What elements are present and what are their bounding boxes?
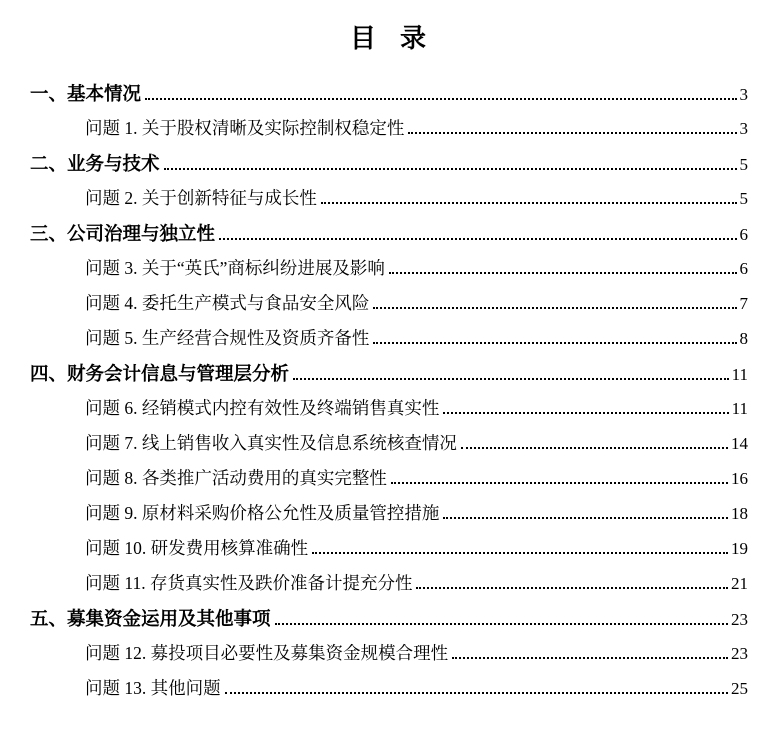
toc-entry[interactable] [30, 251, 748, 286]
dot-leader [275, 623, 728, 625]
dot-leader [416, 587, 728, 589]
toc-list [30, 76, 748, 706]
toc-entry[interactable] [30, 356, 748, 391]
toc-entry-label: 五、募集资金运用及其他事项 [30, 608, 271, 629]
toc-entry-page: 21 [731, 574, 748, 593]
dot-leader [373, 307, 736, 309]
toc-entry[interactable] [30, 146, 748, 181]
dot-leader [389, 272, 737, 274]
toc-entry-page: 16 [731, 469, 748, 488]
dot-leader [452, 657, 728, 659]
toc-entry-label: 问题 7. 线上销售收入真实性及信息系统核查情况 [85, 433, 457, 453]
toc-entry-page: 5 [739, 155, 748, 174]
toc-entry-label: 三、公司治理与独立性 [30, 223, 216, 244]
toc-entry-label: 问题 9. 原材料采购价格公允性及质量管控措施 [85, 503, 440, 523]
toc-entry-page: 23 [731, 610, 748, 629]
dot-leader [408, 132, 736, 134]
toc-entry-label: 问题 3. 关于“英氏”商标纠纷进展及影响 [85, 258, 385, 278]
toc-entry[interactable] [30, 286, 748, 321]
dot-leader [312, 552, 728, 554]
dot-leader [293, 378, 729, 380]
toc-entry-label: 问题 5. 生产经营合规性及资质齐备性 [85, 328, 370, 348]
toc-entry-page: 8 [739, 329, 748, 348]
toc-entry-label: 二、业务与技术 [30, 153, 160, 174]
toc-entry-label: 问题 12. 募投项目必要性及募集资金规模合理性 [85, 643, 449, 663]
toc-entry-label: 问题 4. 委托生产模式与食品安全风险 [85, 293, 370, 313]
toc-entry-label: 问题 10. 研发费用核算准确性 [85, 538, 309, 558]
dot-leader [219, 238, 736, 240]
toc-entry-page: 18 [731, 504, 748, 523]
toc-entry-page: 25 [731, 679, 748, 698]
toc-entry[interactable] [30, 76, 748, 111]
toc-entry[interactable] [30, 601, 748, 636]
toc-entry-label: 问题 6. 经销模式内控有效性及终端销售真实性 [85, 398, 440, 418]
toc-entry[interactable] [30, 636, 748, 671]
toc-entry-label: 问题 2. 关于创新特征与成长性 [85, 188, 317, 208]
toc-entry[interactable] [30, 496, 748, 531]
toc-entry-page: 11 [731, 365, 748, 384]
dot-leader [321, 202, 737, 204]
toc-entry-page: 5 [739, 189, 748, 208]
page-title: 目 录 [349, 24, 429, 54]
toc-entry[interactable] [30, 216, 748, 251]
toc-entry-page: 19 [731, 539, 748, 558]
toc-entry[interactable] [30, 566, 748, 601]
toc-entry-page: 6 [739, 225, 748, 244]
toc-entry[interactable] [30, 461, 748, 496]
toc-entry-label: 一、基本情况 [30, 83, 142, 104]
dot-leader [391, 482, 728, 484]
toc-entry[interactable] [30, 321, 748, 356]
toc-entry-page: 23 [731, 644, 748, 663]
toc-entry-label: 问题 11. 存货真实性及跌价准备计提充分性 [85, 573, 413, 593]
toc-entry-page: 7 [739, 294, 748, 313]
toc-entry-page: 3 [739, 85, 748, 104]
dot-leader [373, 342, 736, 344]
dot-leader [225, 692, 728, 694]
toc-entry-label: 问题 13. 其他问题 [85, 678, 221, 698]
toc-entry-label: 问题 1. 关于股权清晰及实际控制权稳定性 [85, 118, 405, 138]
dot-leader [443, 412, 728, 414]
toc-entry[interactable] [30, 426, 748, 461]
toc-entry-label: 问题 8. 各类推广活动费用的真实完整性 [85, 468, 387, 488]
toc-entry-page: 6 [739, 259, 748, 278]
toc-entry[interactable] [30, 671, 748, 706]
dot-leader [145, 98, 736, 100]
toc-entry-page: 11 [731, 399, 748, 418]
toc-entry[interactable] [30, 111, 748, 146]
toc-entry[interactable] [30, 391, 748, 426]
toc-entry-page: 14 [731, 434, 748, 453]
toc-entry[interactable] [30, 531, 748, 566]
dot-leader [164, 168, 737, 170]
dot-leader [443, 517, 728, 519]
toc-entry[interactable] [30, 181, 748, 216]
toc-entry-page: 3 [739, 119, 748, 138]
toc-entry-label: 四、财务会计信息与管理层分析 [30, 363, 290, 384]
dot-leader [461, 447, 728, 449]
